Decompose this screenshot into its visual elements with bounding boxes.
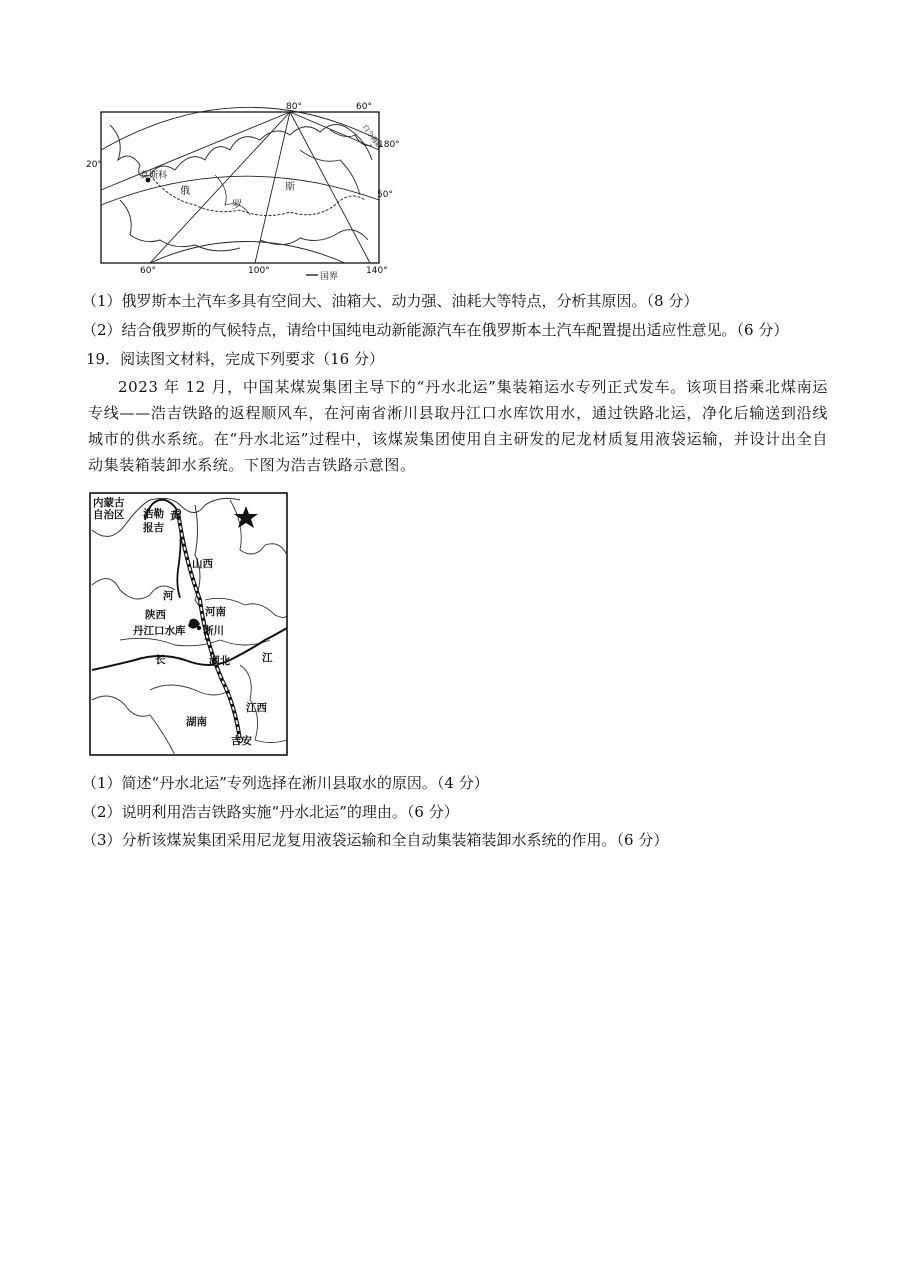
label-jian: 吉安 <box>231 735 252 747</box>
map-legend-border: 国界 <box>320 272 339 282</box>
lon-label-140: 140° <box>366 266 388 276</box>
label-hunan: 湖南 <box>186 716 207 728</box>
label-shanxi: 山西 <box>192 558 213 570</box>
label-he: 河 <box>163 590 174 602</box>
strait-label: 白令海峡 <box>360 123 384 151</box>
q18-sub2: （2）结合俄罗斯的气候特点，请给中国纯电动新能源汽车在俄罗斯本土汽车配置提出适应性意见。（6 分） <box>82 321 789 339</box>
label-haole-1: 浩勒 <box>143 508 164 520</box>
label-shaanxi: 陕西 <box>145 609 166 621</box>
label-inner-mongolia-1: 内蒙古 <box>93 497 125 509</box>
label-danjiangkou: 丹江口水库 <box>133 625 186 637</box>
q18-sub1: （1）俄罗斯本土汽车多具有空间大、油箱大、动力强、油耗大等特点，分析其原因。（8 分） <box>82 292 699 310</box>
label-huang: 黄 <box>170 510 181 522</box>
label-chang: 长 <box>155 654 166 666</box>
lon-label-100: 100° <box>248 266 270 276</box>
q19-sub1: （1）简述“丹水北运”专列选择在淅川县取水的原因。（4 分） <box>82 774 489 792</box>
lon-label-80: 80° <box>286 102 302 112</box>
label-jiang: 江 <box>262 652 273 664</box>
country-char-2: 罗 <box>232 200 242 211</box>
lon-label-60-bottom: 60° <box>140 266 156 276</box>
city-label-moscow: 莫斯科 <box>140 171 168 181</box>
q19-heading: 19．阅读图文材料，完成下列要求（16 分） <box>86 350 384 368</box>
label-haole-2: 报吉 <box>143 522 164 534</box>
lat-label-20: 20° <box>86 160 102 170</box>
q19-paragraph: 2023 年 12 月，中国某煤炭集团主导下的“丹水北运”集装箱运水专列正式发车。该项目搭乘北煤南运专线——浩吉铁路的返程顺风车，在河南省淅川县取丹江口水库饮用水，通过铁路北运，净化后输送到沿线城市的供水系统。在“丹水北运”过程中，该煤炭集团使用自主研发的尼龙材质复用液袋运输，并设计出全自动集装箱装卸水系统。下图为浩吉铁路示意图。 <box>88 378 828 474</box>
lon-label-60: 60° <box>356 102 372 112</box>
q19-sub2: （2）说明利用浩吉铁路实施“丹水北运”的理由。（6 分） <box>82 803 459 821</box>
label-inner-mongolia-2: 自治区 <box>93 509 125 521</box>
label-jiangxi: 江西 <box>246 702 267 714</box>
label-xichuan: 淅川 <box>203 625 224 637</box>
country-char-1: 俄 <box>180 186 190 197</box>
country-char-3: 斯 <box>285 182 295 193</box>
lon-label-180: 180° <box>378 140 400 150</box>
label-hubei: 湖北 <box>209 655 230 667</box>
lat-label-50: 50° <box>377 190 393 200</box>
label-henan: 河南 <box>205 606 226 618</box>
q19-sub3: （3）分析该煤炭集团采用尼龙复用液袋运输和全自动集装箱装卸水系统的作用。（6 分） <box>82 831 669 849</box>
